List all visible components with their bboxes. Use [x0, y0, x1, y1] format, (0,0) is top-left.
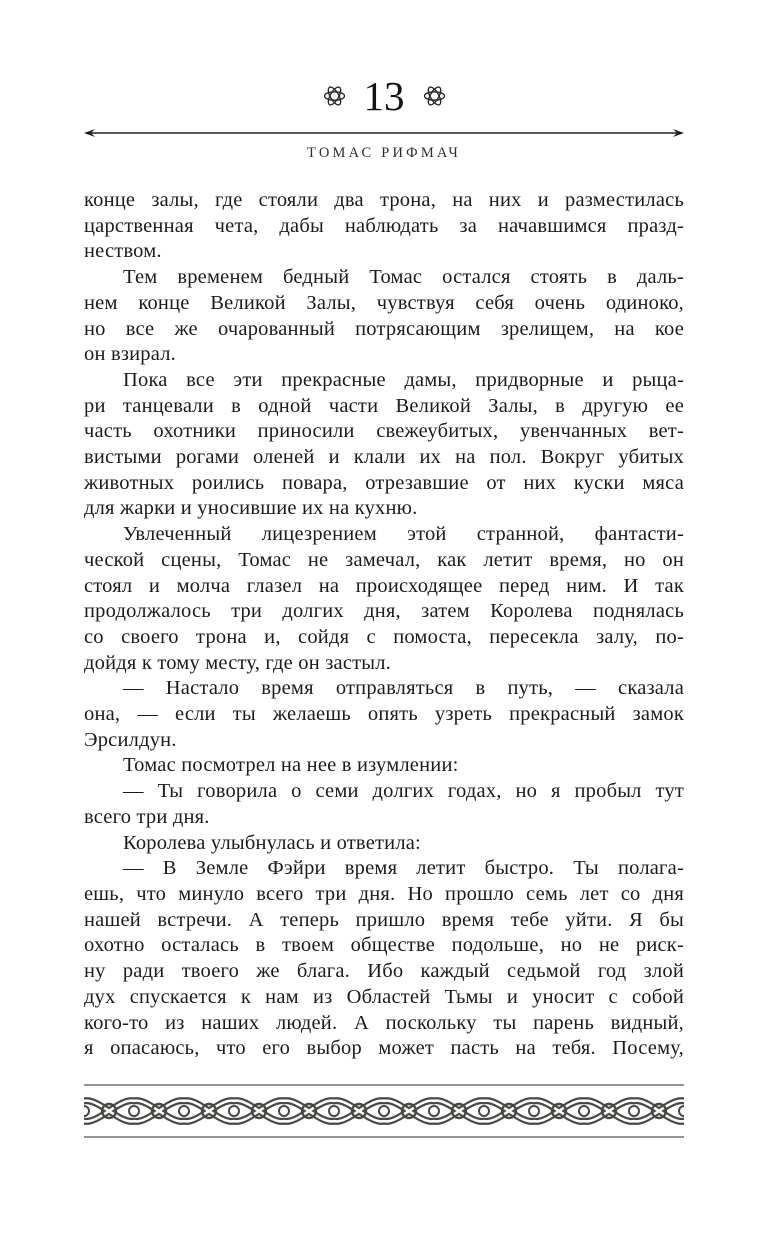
- running-title: ТОМАС РИФМАЧ: [306, 145, 462, 161]
- text-line: животных роились повара, отрезавшие от них куски мяса: [84, 471, 684, 494]
- page-header: [0, 0, 768, 162]
- text-line: продолжалось три долгих дня, затем Королева поднялась: [84, 600, 684, 623]
- text-line: я опасаюсь, что его выбор может пасть на тебя. Посему,: [84, 1037, 684, 1060]
- text-line: — В Земле Фэйри время летит быстро. Ты полага-: [123, 857, 684, 880]
- triquetra-ornament-left-icon: [321, 85, 348, 107]
- text-line: Увлеченный лицезрением этой странной, фантасти-: [123, 523, 684, 546]
- text-line: он взирал.: [84, 343, 176, 366]
- text-line: Томас посмотрел на нее в изумлении:: [123, 754, 459, 777]
- text-line: Тем временем бедный Томас остался стоять в даль-: [123, 266, 684, 289]
- text-line: ну ради твоего же блага. Ибо каждый седьмой год злой: [84, 960, 684, 983]
- text-line: Эрсилдун.: [84, 728, 177, 751]
- paragraph: [84, 368, 684, 522]
- text-line: ри танцевали в одной части Великой Залы, в другую ее: [84, 394, 684, 417]
- text-line: ешь, что минуло всего три дня. Но прошло семь лет со дня: [84, 882, 684, 905]
- text-line: вистыми рогами оленей и клали их на пол. Вокруг убитых: [84, 446, 684, 469]
- paragraph: [84, 831, 684, 857]
- paragraph: [84, 779, 684, 830]
- text-line: Королева улыбнулась и ответила:: [123, 831, 421, 854]
- text-line: Пока все эти прекрасные дамы, придворные и рыца-: [123, 368, 684, 391]
- text-line: кого-то из наших людей. А поскольку ты парень видный,: [84, 1011, 684, 1034]
- paragraph: [84, 522, 684, 676]
- paragraph: [84, 676, 684, 753]
- text-line: стоял и молча глазел на происходящее перед ним. И так: [84, 574, 684, 597]
- celtic-knot-band-icon: [84, 1084, 684, 1138]
- text-line: конце залы, где стояли два трона, на них и разместилась: [84, 189, 684, 211]
- text-line: — Ты говорила о семи долгих годах, но я пробыл тут: [123, 780, 684, 803]
- text-line: неством.: [84, 240, 162, 263]
- text-line: всего три дня.: [84, 805, 210, 828]
- page-number: 13: [363, 72, 405, 119]
- text-line: для жарки и уносившие их на кухню.: [84, 497, 418, 520]
- paragraph: [84, 265, 684, 368]
- header-divider: [84, 127, 684, 139]
- text-line: дойдя к тому месту, где он застыл.: [84, 651, 392, 674]
- text-line: — Настало время отправляться в путь, — сказала: [123, 677, 684, 700]
- text-line: но все же очарованный потрясающим зрелищем, на кое: [84, 317, 684, 340]
- text-line: она, — если ты желаешь опять узреть прекрасный замок: [84, 703, 684, 726]
- page-body: [84, 188, 684, 1062]
- footer-ornament: [84, 1084, 684, 1138]
- text-line: охотно осталась в твоем обществе подольше, но не риск-: [84, 934, 684, 957]
- text-line: со своего трона и, сойдя с помоста, пересекла залу, по-: [84, 625, 684, 648]
- text-line: дух спускается к нам из Областей Тьмы и уносит с собой: [84, 985, 684, 1008]
- triquetra-ornament-right-icon: [421, 85, 448, 107]
- text-line: часть охотники приносили свежеубитых, увенчанных вет-: [84, 420, 684, 443]
- text-line: нем конце Великой Залы, чувствуя себя очень одиноко,: [84, 291, 684, 314]
- paragraph: [84, 753, 684, 779]
- paragraph: [84, 856, 684, 1062]
- text-line: нашей встречи. А теперь пришло время тебе уйти. Я бы: [84, 908, 684, 931]
- text-line: царственная чета, дабы наблюдать за начавшимся празд-: [84, 214, 684, 237]
- page-number-row: [0, 74, 768, 118]
- paragraph: [84, 188, 684, 265]
- text-line: ческой сцены, Томас не замечал, как летит время, но он: [84, 548, 684, 571]
